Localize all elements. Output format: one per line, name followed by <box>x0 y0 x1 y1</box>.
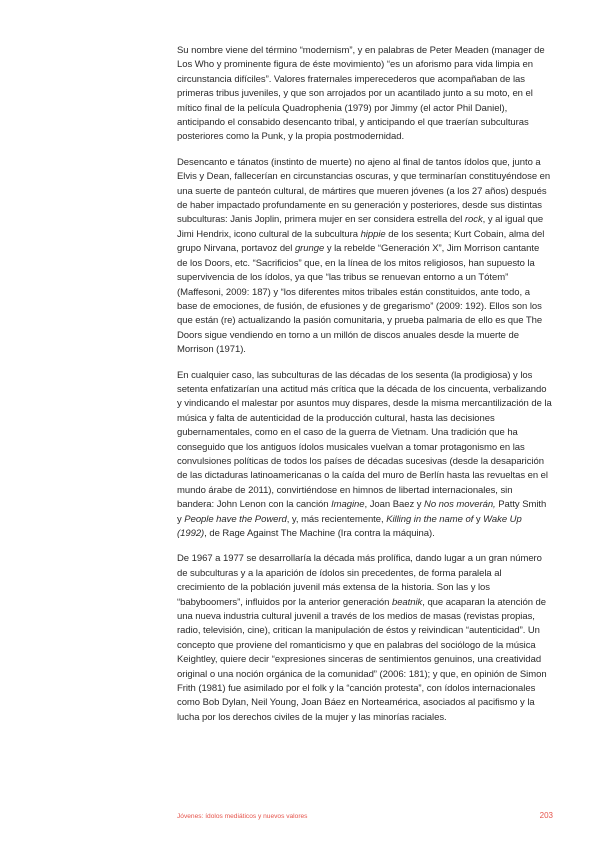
text-run: , de Rage Against The Machine (Ira contra la máquina). <box>204 528 435 539</box>
page-number: 203 <box>539 811 553 820</box>
italic-text: Killing in the name of <box>386 513 474 525</box>
text-run: De 1967 a 1977 se desarrollaría la década más prolífica, dando lugar a un gran número de subculturas y a la aparición de ídolos sin precedentes, de forma paralela al crecimiento de la población juvenil más extensa de la historia. Son las y los “babyboomers”, influidos por la anterior generación <box>177 553 542 608</box>
text-run: En cualquier caso, las subculturas de las décadas de los sesenta (la prodigiosa) y los setenta enfatizarían una actitud más crítica que la década de los cincuenta, verbalizando y vindicando el malestar por asuntos muy dispares, desde la misma mercantilización de la música y falta de autenticidad de la producción cultural, hasta las decisiones gubernamentales, como en el caso de la guerra de Vietnam. Una tradición que ha conseguido que los antiguos ídolos musicales vuelvan a tomar protagonismo en las convulsiones políticas de todos los países de décadas sucesivas (desde la desaparición de las dictaduras latinoamericanas o la caída del muro de Berlín hasta las revueltas en el mundo árabe de 2011), convirtiéndose en himnos de libertad internacionales, sin bandera: John Lenon con la canción <box>177 369 552 511</box>
paragraph <box>177 156 552 358</box>
text-run: Su nombre viene del término “modernism”, y en palabras de Peter Meaden (manager de Los Who y prominente figura de éste movimiento) “es un aforismo para vida limpia en circunstancia difíciles”. Valores fraternales imperecederos que acompañaban de las primeras tribus juveniles, y que son arrojados por un acantilado junto a su moto, en el mítico final de la película Quadrophenia (1979) por Jimmy (el actor Phil Daniel), anticipando el consabido desencanto tribal, y anticipando el que traerían subculturas posteriores como la Punk, y la propia postmodernidad. <box>177 45 545 143</box>
text-run: y la rebelde “Generación X”, Jim Morrison cantante de los Doors, etc. “Sacrificios” que, en la línea de los mitos religiosos, han supuesto la supervivencia de los ídolos, ya que “las tribus se renuevan entorno a un Tótem” (Maffesoni, 2009: 187) y “los diferentes mitos tribales están constituidos, ante todo, a base de emociones, de fusión, de efusiones y de gregarismo” (2009: 192). Ellos son los que están (re) actualizando la pasión comunitaria, y prueba palmaria de ello es que The Doors sigue vendiendo en torno a un millón de discos anuales desde la muerte de Morrison (1971). <box>177 243 543 356</box>
text-run: y <box>473 513 484 525</box>
text-run: , Joan Baez y <box>364 499 425 511</box>
paragraph <box>177 44 552 145</box>
italic-text: grunge <box>294 243 325 255</box>
text-run: Patty Smith y <box>177 499 547 525</box>
page-footer <box>177 811 553 820</box>
italic-text: Imagine <box>331 499 365 511</box>
italic-text: hippie <box>360 228 386 240</box>
text-run: , y, más recientemente, <box>286 513 387 525</box>
article-body <box>177 44 552 736</box>
text-run: , que acaparan la atención de una nueva industria cultural juvenil a través de los medios de masas (revistas propias, radio, televisión, cine), critican la manipulación de éstos y reivindican “autenticidad”. Un concepto que proviene del romanticismo y que en palabras del sociólogo de la música Keightley, quiere decir “expresiones sinceras de sentimientos genuinos, una creatividad original o una noción orgánica de la comunidad” (2006: 181); y que, en opinión de Simon Frith (1981) fue asimilado por el folk y la “canción protesta”, con ídolos internacionales como Bob Dylan, Neil Young, Joan Báez en Norteamérica, asociados al pacifismo y la lucha por los derechos civiles de la mujer y las minorías raciales. <box>177 596 547 723</box>
text-run: de los sesenta; Kurt Cobain, alma del grupo Nirvana, portavoz del <box>177 228 545 255</box>
text-run: , y al igual que Jimi Hendrix, icono cultural de la subcultura <box>177 214 544 240</box>
text-run: Desencanto e tánatos (instinto de muerte) no ajeno al final de tantos ídolos que, junto a Elvis y Dean, fallecerían en circunstancias oscuras, y que terminarían constituyéndose en una suerte de panteón cultural, de mártires que mueren jóvenes (a los 27 años) después de haber impactado profundamente en su generación y posteriores, desde sus distintas subculturas: Janis Joplin, primera mujer en ser considera estrella del <box>177 156 551 226</box>
paragraph <box>177 552 552 725</box>
italic-text: beatnik <box>391 596 423 608</box>
running-title: Jóvenes: ídolos mediáticos y nuevos valores <box>177 813 308 820</box>
paragraph <box>177 369 552 542</box>
italic-text: Wake Up (1992) <box>177 513 522 539</box>
italic-text: No nos moverán, <box>424 499 496 511</box>
italic-text: rock <box>464 214 483 226</box>
italic-text: People have the Powerd <box>184 513 287 525</box>
